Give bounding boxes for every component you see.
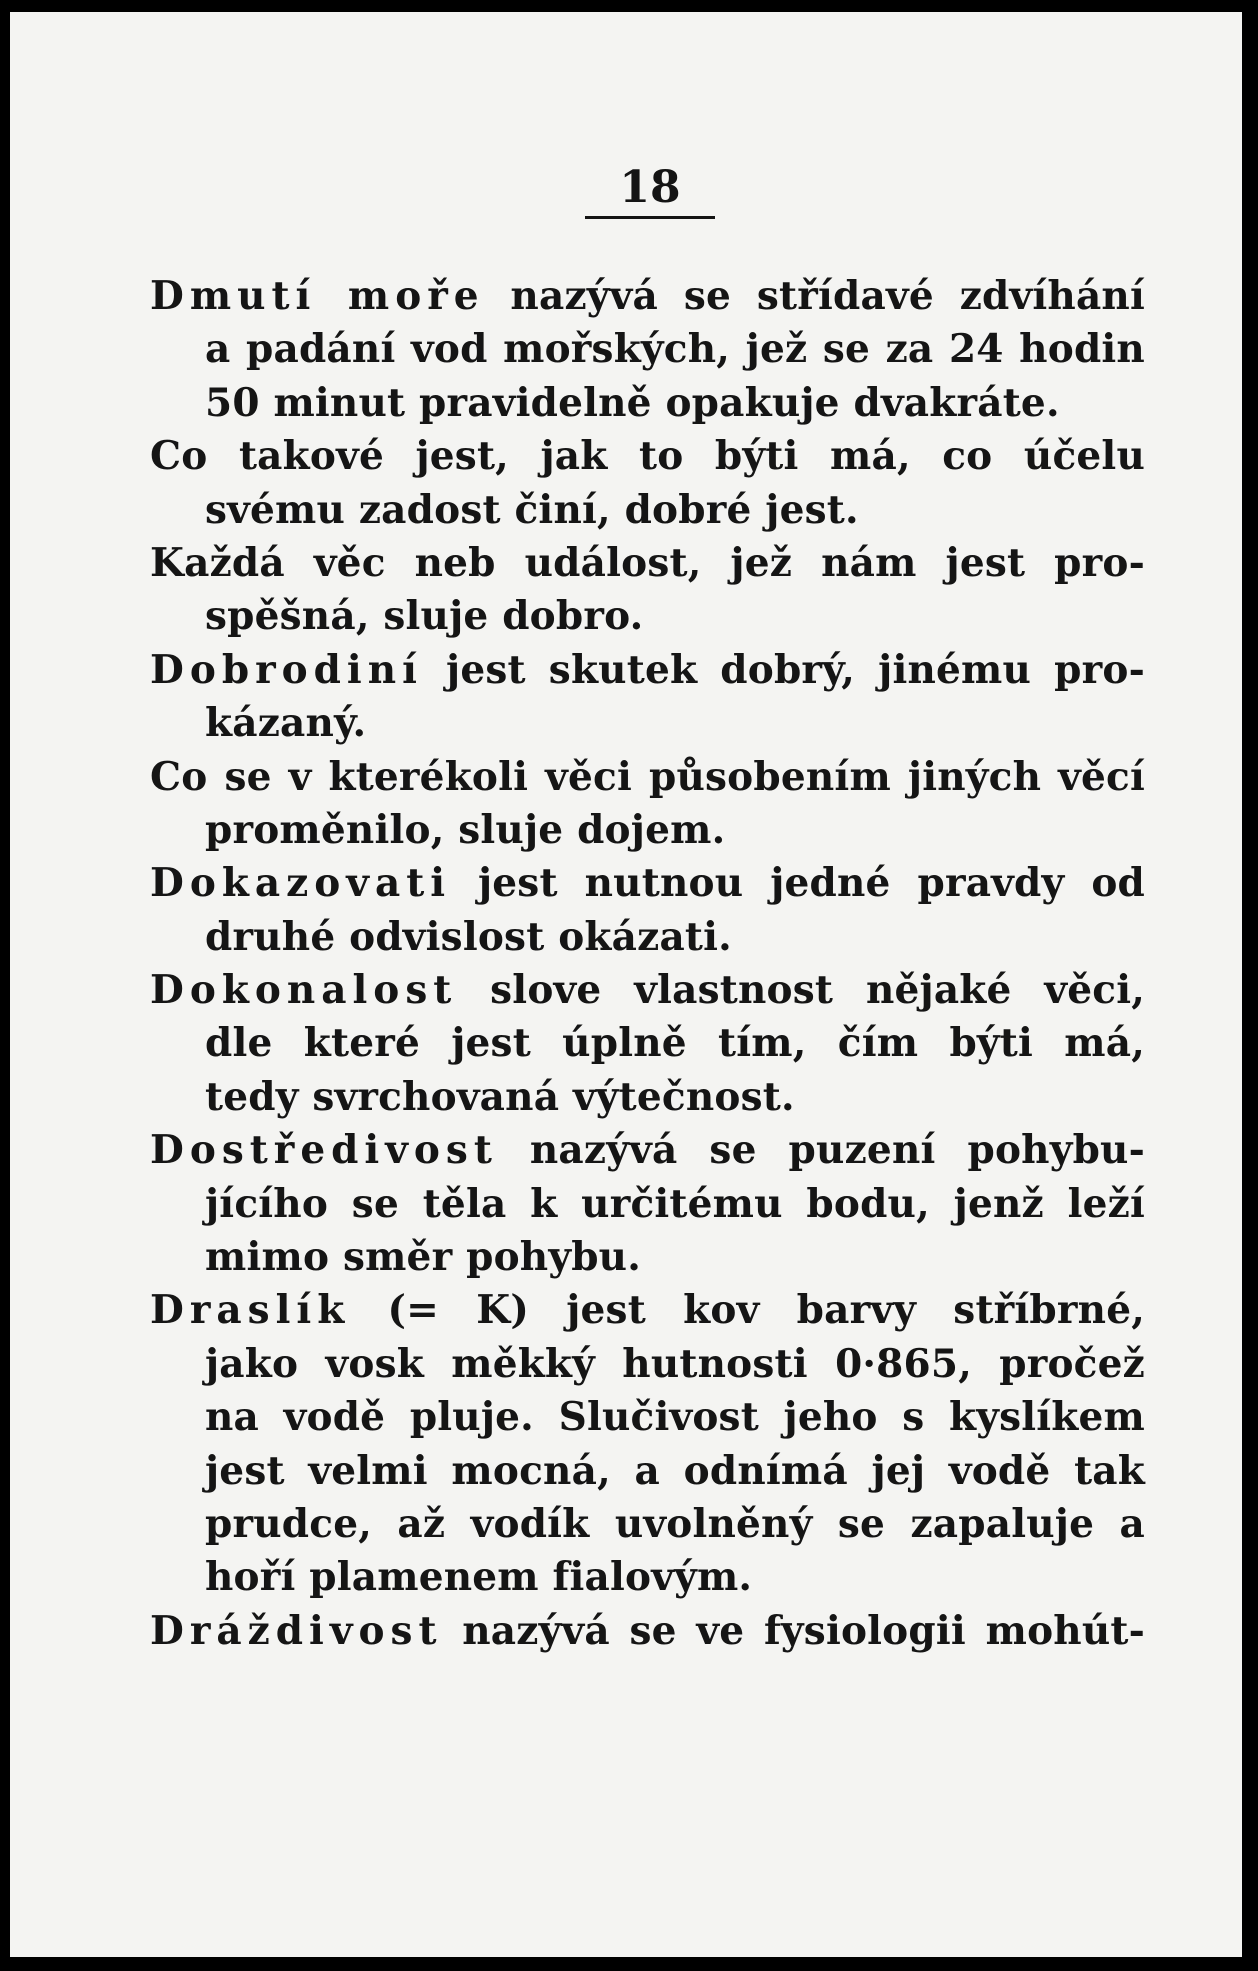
page-number-rule [585, 216, 715, 219]
entry-term: Dokazovati [150, 860, 452, 907]
entry-line [150, 644, 1145, 697]
entry-line: svému zadost činí, dobré jest. [205, 486, 859, 533]
entry-text: nazývá se puzení pohybu- [497, 1127, 1145, 1174]
entry-term: Dokonalost [150, 967, 458, 1014]
entry-line: druhé odvislost okázati. [205, 913, 732, 960]
book-page [10, 12, 1242, 1957]
entry-line: tedy svrchovaná výtečnost. [205, 1073, 795, 1120]
entry-line: mimo směr pohybu. [205, 1234, 641, 1281]
entry-term: Dmutí moře [150, 273, 485, 319]
entry-line [150, 1124, 1145, 1177]
entry-line: a padání vod mořských, jež se za 24 hodin [205, 326, 1145, 373]
entry-line [150, 1284, 1145, 1337]
entry-dobre [150, 430, 1145, 537]
entry-line: na vodě pluje. Slučivost jeho s kyslíkem [205, 1394, 1145, 1441]
entry-dostredivost [150, 1124, 1145, 1284]
entry-draslik [150, 1284, 1145, 1604]
entry-dmuti-more [150, 270, 1145, 430]
entry-line [150, 857, 1145, 910]
entry-line: prudce, až vodík uvolněný se zapaluje a [205, 1500, 1145, 1547]
entry-line: jako vosk měkký hutnosti 0·865, pročež [205, 1340, 1145, 1387]
entry-line: Co se v kterékoli věci působením jiných věcí [150, 753, 1145, 800]
entry-line: Co takové jest, jak to býti má, co účelu [150, 433, 1145, 480]
page-number: 18 [619, 162, 681, 213]
entry-dobro [150, 537, 1145, 644]
entry-text: nazývá se ve fysiologii mohút- [442, 1607, 1145, 1654]
entry-line: hoří plamenem fialovým. [205, 1554, 753, 1601]
entry-text: jest nutnou jedné pravdy od [451, 860, 1145, 907]
dictionary-text [150, 270, 1145, 1658]
entry-line: proměnilo, sluje dojem. [205, 806, 726, 853]
entry-line [150, 964, 1145, 1017]
entry-term: Dráždivost [150, 1607, 443, 1654]
entry-drazdivost [150, 1605, 1145, 1658]
entry-line [150, 270, 1145, 323]
entry-dojem [150, 751, 1145, 858]
entry-line: spěšná, sluje dobro. [205, 593, 644, 640]
entry-line: jícího se těla k určitému bodu, jenž leží [205, 1180, 1145, 1227]
entry-text: nazývá se střídavé zdvíhání [484, 273, 1145, 319]
entry-dokazovati [150, 857, 1145, 964]
entry-line: dle které jest úplně tím, čím býti má, [205, 1020, 1145, 1067]
entry-term: Dostředivost [150, 1127, 498, 1174]
entry-text: (= K) jest kov barvy stříbrné, [350, 1287, 1145, 1334]
entry-dobrodini [150, 644, 1145, 751]
entry-line: Každá věc neb událost, jež nám jest pro- [150, 539, 1145, 586]
entry-dokonalost [150, 964, 1145, 1124]
entry-line [150, 1605, 1145, 1658]
entry-line: jest velmi mocná, a odnímá jej vodě tak [205, 1447, 1145, 1494]
entry-line: 50 minut pravidelně opakuje dvakráte. [205, 379, 1060, 426]
entry-term: Draslík [150, 1287, 351, 1334]
entry-term: Dobrodiní [150, 646, 423, 693]
entry-text: jest skutek dobrý, jinému pro- [422, 646, 1145, 693]
entry-text: slove vlastnost nějaké věci, [457, 967, 1145, 1014]
entry-line: kázaný. [205, 700, 367, 747]
